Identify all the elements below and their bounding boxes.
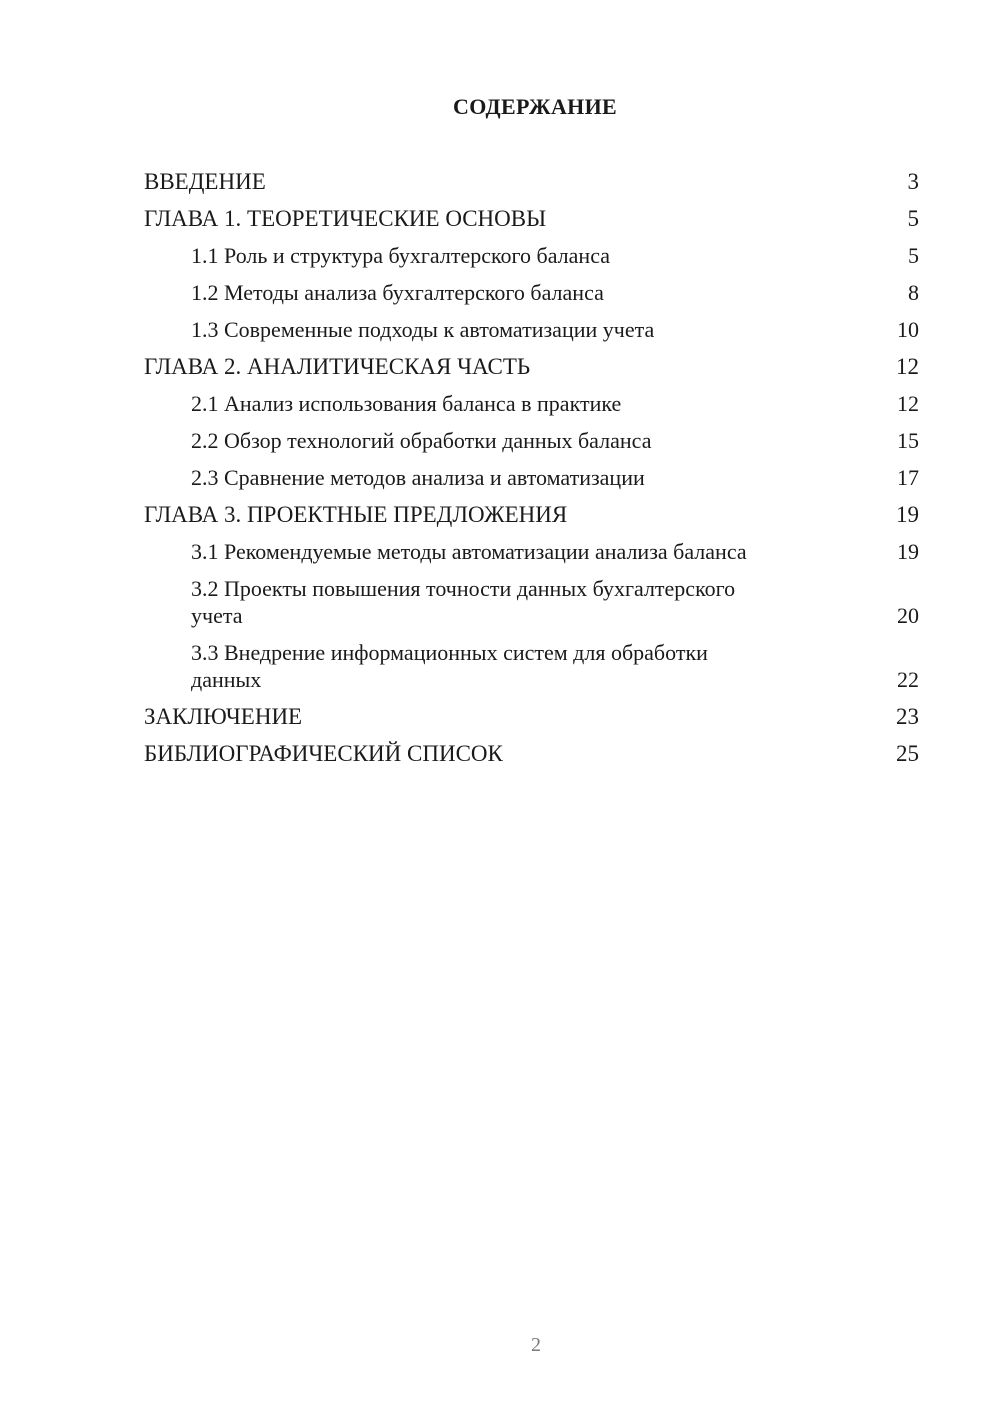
toc-entry-label: 2.2 Обзор технологий обработки данных баланса bbox=[191, 428, 652, 453]
toc-entry-section-1-2[interactable] bbox=[144, 279, 919, 306]
toc-entry-label: ВВЕДЕНИЕ bbox=[144, 169, 266, 194]
toc-entry-section-3-2[interactable] bbox=[144, 575, 919, 629]
toc-entry-page: 15 bbox=[897, 428, 919, 453]
toc-entry-label: ЗАКЛЮЧЕНИЕ bbox=[144, 704, 303, 729]
toc-entry-section-1-3[interactable] bbox=[144, 316, 919, 343]
toc-entry-label: 1.1 Роль и структура бухгалтерского баланса bbox=[191, 243, 610, 268]
toc-entry-page: 25 bbox=[896, 741, 919, 766]
toc-entry-bibliography[interactable] bbox=[144, 740, 919, 767]
toc-entry-chapter-3[interactable] bbox=[144, 501, 919, 528]
toc-entry-page: 19 bbox=[896, 502, 919, 527]
page-number: 2 bbox=[531, 1334, 541, 1356]
toc-entry-section-2-2[interactable] bbox=[144, 427, 919, 454]
toc-entry-label: 3.1 Рекомендуемые методы автоматизации анализа баланса bbox=[191, 539, 747, 564]
table-of-contents bbox=[144, 168, 919, 777]
toc-entry-page: 22 bbox=[897, 667, 919, 692]
toc-entry-chapter-2[interactable] bbox=[144, 353, 919, 380]
toc-entry-label: ГЛАВА 2. АНАЛИТИЧЕСКАЯ ЧАСТЬ bbox=[144, 354, 531, 379]
toc-entry-label: БИБЛИОГРАФИЧЕСКИЙ СПИСОК bbox=[144, 741, 503, 766]
toc-entry-page: 5 bbox=[907, 206, 919, 231]
toc-entry-page: 8 bbox=[908, 280, 919, 305]
toc-entry-section-2-3[interactable] bbox=[144, 464, 919, 491]
toc-title: СОДЕРЖАНИЕ bbox=[453, 94, 617, 119]
toc-entry-conclusion[interactable] bbox=[144, 703, 919, 730]
toc-entry-label: ГЛАВА 3. ПРОЕКТНЫЕ ПРЕДЛОЖЕНИЯ bbox=[144, 502, 568, 527]
toc-entry-page: 5 bbox=[908, 243, 919, 268]
toc-entry-label: 3.3 Внедрение информационных систем для обработки данных bbox=[191, 640, 708, 692]
toc-entry-page: 17 bbox=[897, 465, 919, 490]
toc-entry-label: 2.3 Сравнение методов анализа и автоматизации bbox=[191, 465, 645, 490]
toc-entry-label: 2.1 Анализ использования баланса в практике bbox=[191, 391, 622, 416]
toc-entry-label: 1.2 Методы анализа бухгалтерского баланса bbox=[191, 280, 604, 305]
toc-entry-page: 10 bbox=[897, 317, 919, 342]
toc-entry-page: 23 bbox=[896, 704, 919, 729]
toc-entry-label: 1.3 Современные подходы к автоматизации учета bbox=[191, 317, 655, 342]
toc-entry-section-2-1[interactable] bbox=[144, 390, 919, 417]
toc-entry-page: 3 bbox=[907, 169, 919, 194]
toc-entry-page: 12 bbox=[896, 354, 919, 379]
toc-entry-introduction[interactable] bbox=[144, 168, 919, 195]
toc-entry-section-1-1[interactable] bbox=[144, 242, 919, 269]
toc-entry-section-3-3[interactable] bbox=[144, 639, 919, 693]
toc-entry-label: ГЛАВА 1. ТЕОРЕТИЧЕСКИЕ ОСНОВЫ bbox=[144, 206, 547, 231]
toc-entry-page: 19 bbox=[897, 539, 919, 564]
toc-entry-chapter-1[interactable] bbox=[144, 205, 919, 232]
toc-entry-page: 20 bbox=[897, 603, 919, 628]
toc-entry-page: 12 bbox=[897, 391, 919, 416]
toc-entry-section-3-1[interactable] bbox=[144, 538, 919, 565]
toc-entry-label: 3.2 Проекты повышения точности данных бухгалтерского учета bbox=[191, 576, 736, 628]
